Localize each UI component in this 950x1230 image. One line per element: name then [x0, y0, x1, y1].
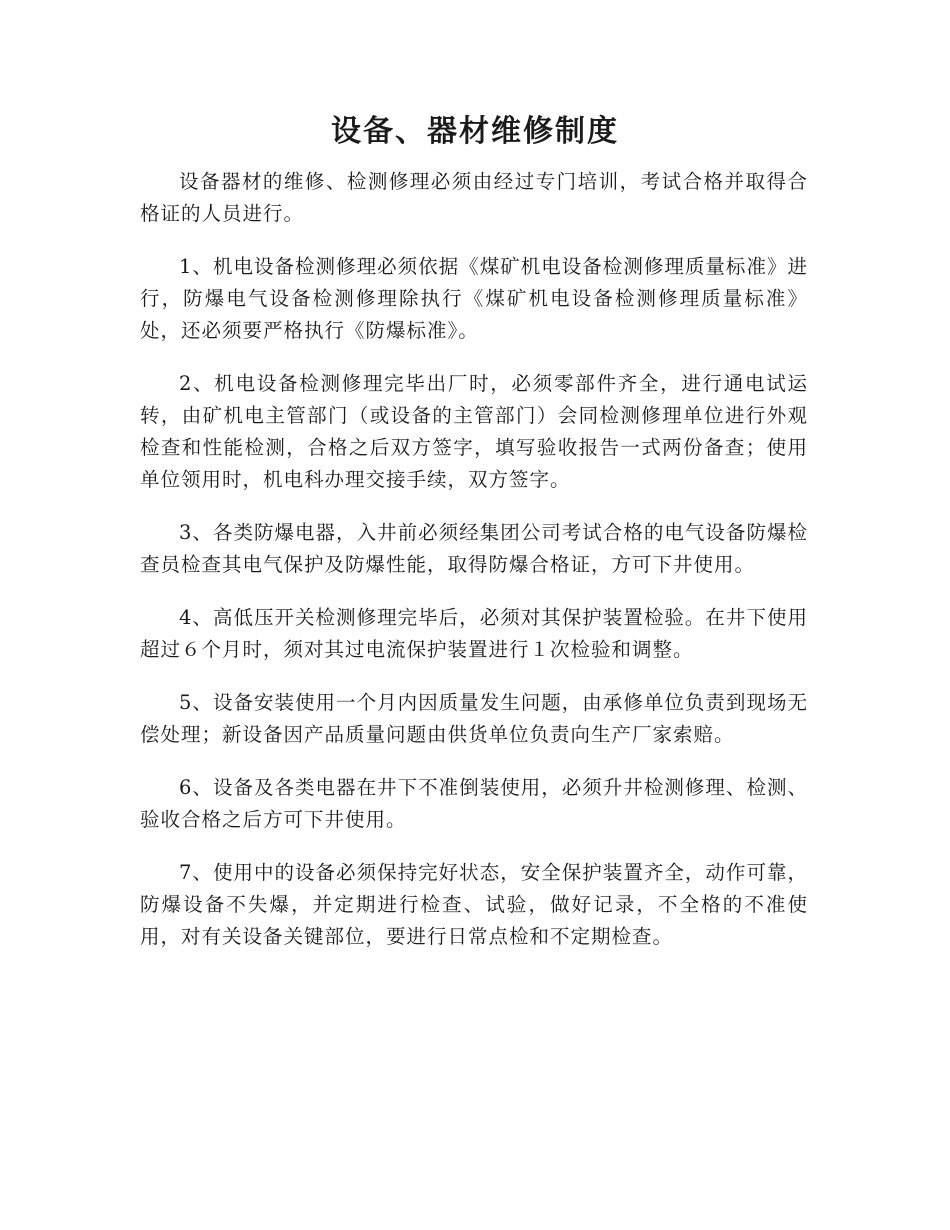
- document-body: [140, 166, 808, 974]
- intro-paragraph: 设备器材的维修、检测修理必须由经过专门培训，考试合格并取得合格证的人员进行。: [140, 170, 808, 225]
- document-title: 设备、器材维修制度: [331, 114, 619, 149]
- clause-1-paragraph: 1、机电设备检测修理必须依据《煤矿机电设备检测修理质量标准》进行，防爆电气设备检测修理除执行《煤矿机电设备检测修理质量标准》处，还必须要严格执行《防爆标准》。: [140, 255, 808, 342]
- clause-7-paragraph: 7、使用中的设备必须保持完好状态，安全保护装置齐全，动作可靠，防爆设备不失爆，并定期进行检查、试验，做好记录，不全格的不准使用，对有关设备关键部位，要进行日常点检和不定期检查。: [140, 861, 808, 948]
- clause-2-paragraph: 2、机电设备检测修理完毕出厂时，必须零部件齐全，进行通电试运转，由矿机电主管部门（或设备的主管部门）会同检测修理单位进行外观检查和性能检测，合格之后双方签字，填写验收报告一式两份备查；使用单位领用时，机电科办理交接手续，双方签字。: [140, 372, 808, 491]
- clause-3-paragraph: 3、各类防爆电器，入井前必须经集团公司考试合格的电气设备防爆检查员检查其电气保护及防爆性能，取得防爆合格证，方可下井使用。: [140, 521, 808, 576]
- clause-5-paragraph: 5、设备安装使用一个月内因质量发生问题，由承修单位负责到现场无偿处理；新设备因产品质量问题由供货单位负责向生产厂家索赔。: [140, 691, 808, 746]
- clause-4-paragraph: 4、高低压开关检测修理完毕后，必须对其保护装置检验。在井下使用超过６个月时，须对其过电流保护装置进行１次检验和调整。: [140, 606, 808, 661]
- clause-6-paragraph: 6、设备及各类电器在井下不准倒装使用，必须升井检测修理、检测、验收合格之后方可下井使用。: [140, 776, 808, 831]
